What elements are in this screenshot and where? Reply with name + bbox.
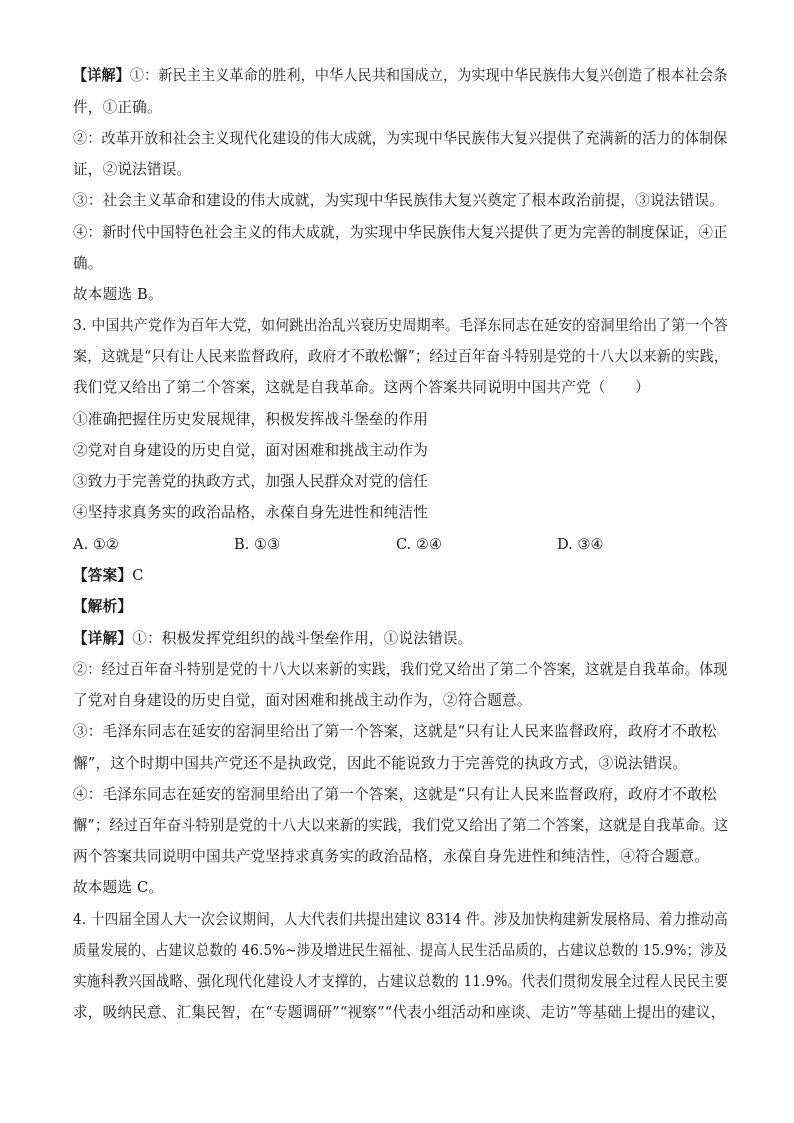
text-line: 了党对自身建设的历史自觉，面对困难和挑战主动作为，②符合题意。 [73,692,532,709]
answer-value: C [132,567,144,584]
text-line: 【详解】①：新民主主义革命的胜利，中华人民共和国成立，为实现中华民族伟大复兴创造了根本社会条 [73,67,728,84]
question-4-stem: 4. 十四届全国人大一次会议期间，人大代表们共提出建议 8314 件。涉及加快构建新发展格局、着力推动高 [73,911,728,928]
text-line: 两个答案共同说明中国共产党坚持求真务实的政治品格，永葆自身先进性和纯洁性，④符合题意。 [73,848,710,865]
text-line: ④：毛泽东同志在延安的窑洞里给出了第一个答案，这就是“只有让人民来监督政府，政府才不敢松 [73,786,717,803]
text-line: 懈”；经过百年奋斗特别是党的十八大以来新的实践，我们党又给出了第二个答案，这就是自我革命。这 [73,817,729,834]
statement-4: ④坚持求真务实的政治品格，永葆自身先进性和纯洁性 [73,504,429,521]
text-line: 求，吸纳民意、汇集民智，在“专题调研”“视察”“代表小组活动和座谈、走访”等基础上提出的建议， [73,1004,726,1021]
text-line: ②：改革开放和社会主义现代化建设的伟大成就，为实现中华民族伟大复兴提供了充满新的活力的体制保 [73,130,728,147]
detail-tag: 【详解】 [73,67,130,84]
text-line: 实施科教兴国战略、强化现代化建设人才支撑的，占建议总数的 11.9%。代表们贯彻发展全过程人民民主要 [73,973,729,990]
option-c: C. ②④ [396,536,443,553]
text-line: ③：社会主义革命和建设的伟大成就，为实现中华民族伟大复兴奠定了根本政治前提，③说法错误。 [73,192,724,209]
analysis-tag: 【解析】 [73,598,133,615]
text-line: 故本题选 C。 [73,879,164,896]
text-line: 件，①正确。 [73,99,162,116]
option-b: B. ①③ [234,536,281,553]
text-line: 确。 [73,255,103,272]
option-a: A. ①② [73,536,119,553]
statement-3: ③致力于完善党的执政方式，加强人民群众对党的信任 [73,473,429,490]
option-d: D. ③④ [557,536,604,553]
text-line: ③：毛泽东同志在延安的窑洞里给出了第一个答案，这就是“只有让人民来监督政府，政府才不敢松 [73,723,717,740]
text-line: 懈”，这个时期中国共产党还不是执政党，因此不能说致力于完善党的执政方式，③说法错误。 [73,755,688,772]
text-line: 案，这就是“只有让人民来监督政府，政府才不敢松懈”；经过百年奋斗特别是党的十八大以来新的实践， [73,348,729,365]
statement-1: ①准确把握住历史发展规律，积极发挥战斗堡垒的作用 [73,411,429,428]
text-line: 【详解】①：积极发挥党组织的战斗堡垒作用，①说法错误。 [73,630,473,647]
analysis-line [73,597,132,617]
text-line: ④：新时代中国特色社会主义的伟大成就，为实现中华民族伟大复兴提供了更为完善的制度保证，④正 [73,224,728,241]
text-line: 我们党又给出了第二个答案，这就是自我革命。这两个答案共同说明中国共产党（ ） [73,379,650,396]
text-line: 证，②说法错误。 [73,161,192,178]
detail-tag: 【详解】 [73,630,133,647]
answer-tag: 【答案】 [73,567,133,584]
text-line: 质量发展的、占建议总数的 46.5%~涉及增进民生福祉、提高人民生活品质的，占建议总数的 15.9%；涉及 [73,942,728,959]
statement-2: ②党对自身建设的历史自觉，面对困难和挑战主动作为 [73,442,429,459]
answer-line [73,566,144,586]
question-3-stem: 3. 中国共产党作为百年大党，如何跳出治乱兴衰历史周期率。毛泽东同志在延安的窑洞里给出了第一个答 [73,317,728,334]
text-line: 故本题选 B。 [73,286,163,303]
text-line: ②：经过百年奋斗特别是党的十八大以来新的实践，我们党又给出了第二个答案，这就是自我革命。体现 [73,661,728,678]
